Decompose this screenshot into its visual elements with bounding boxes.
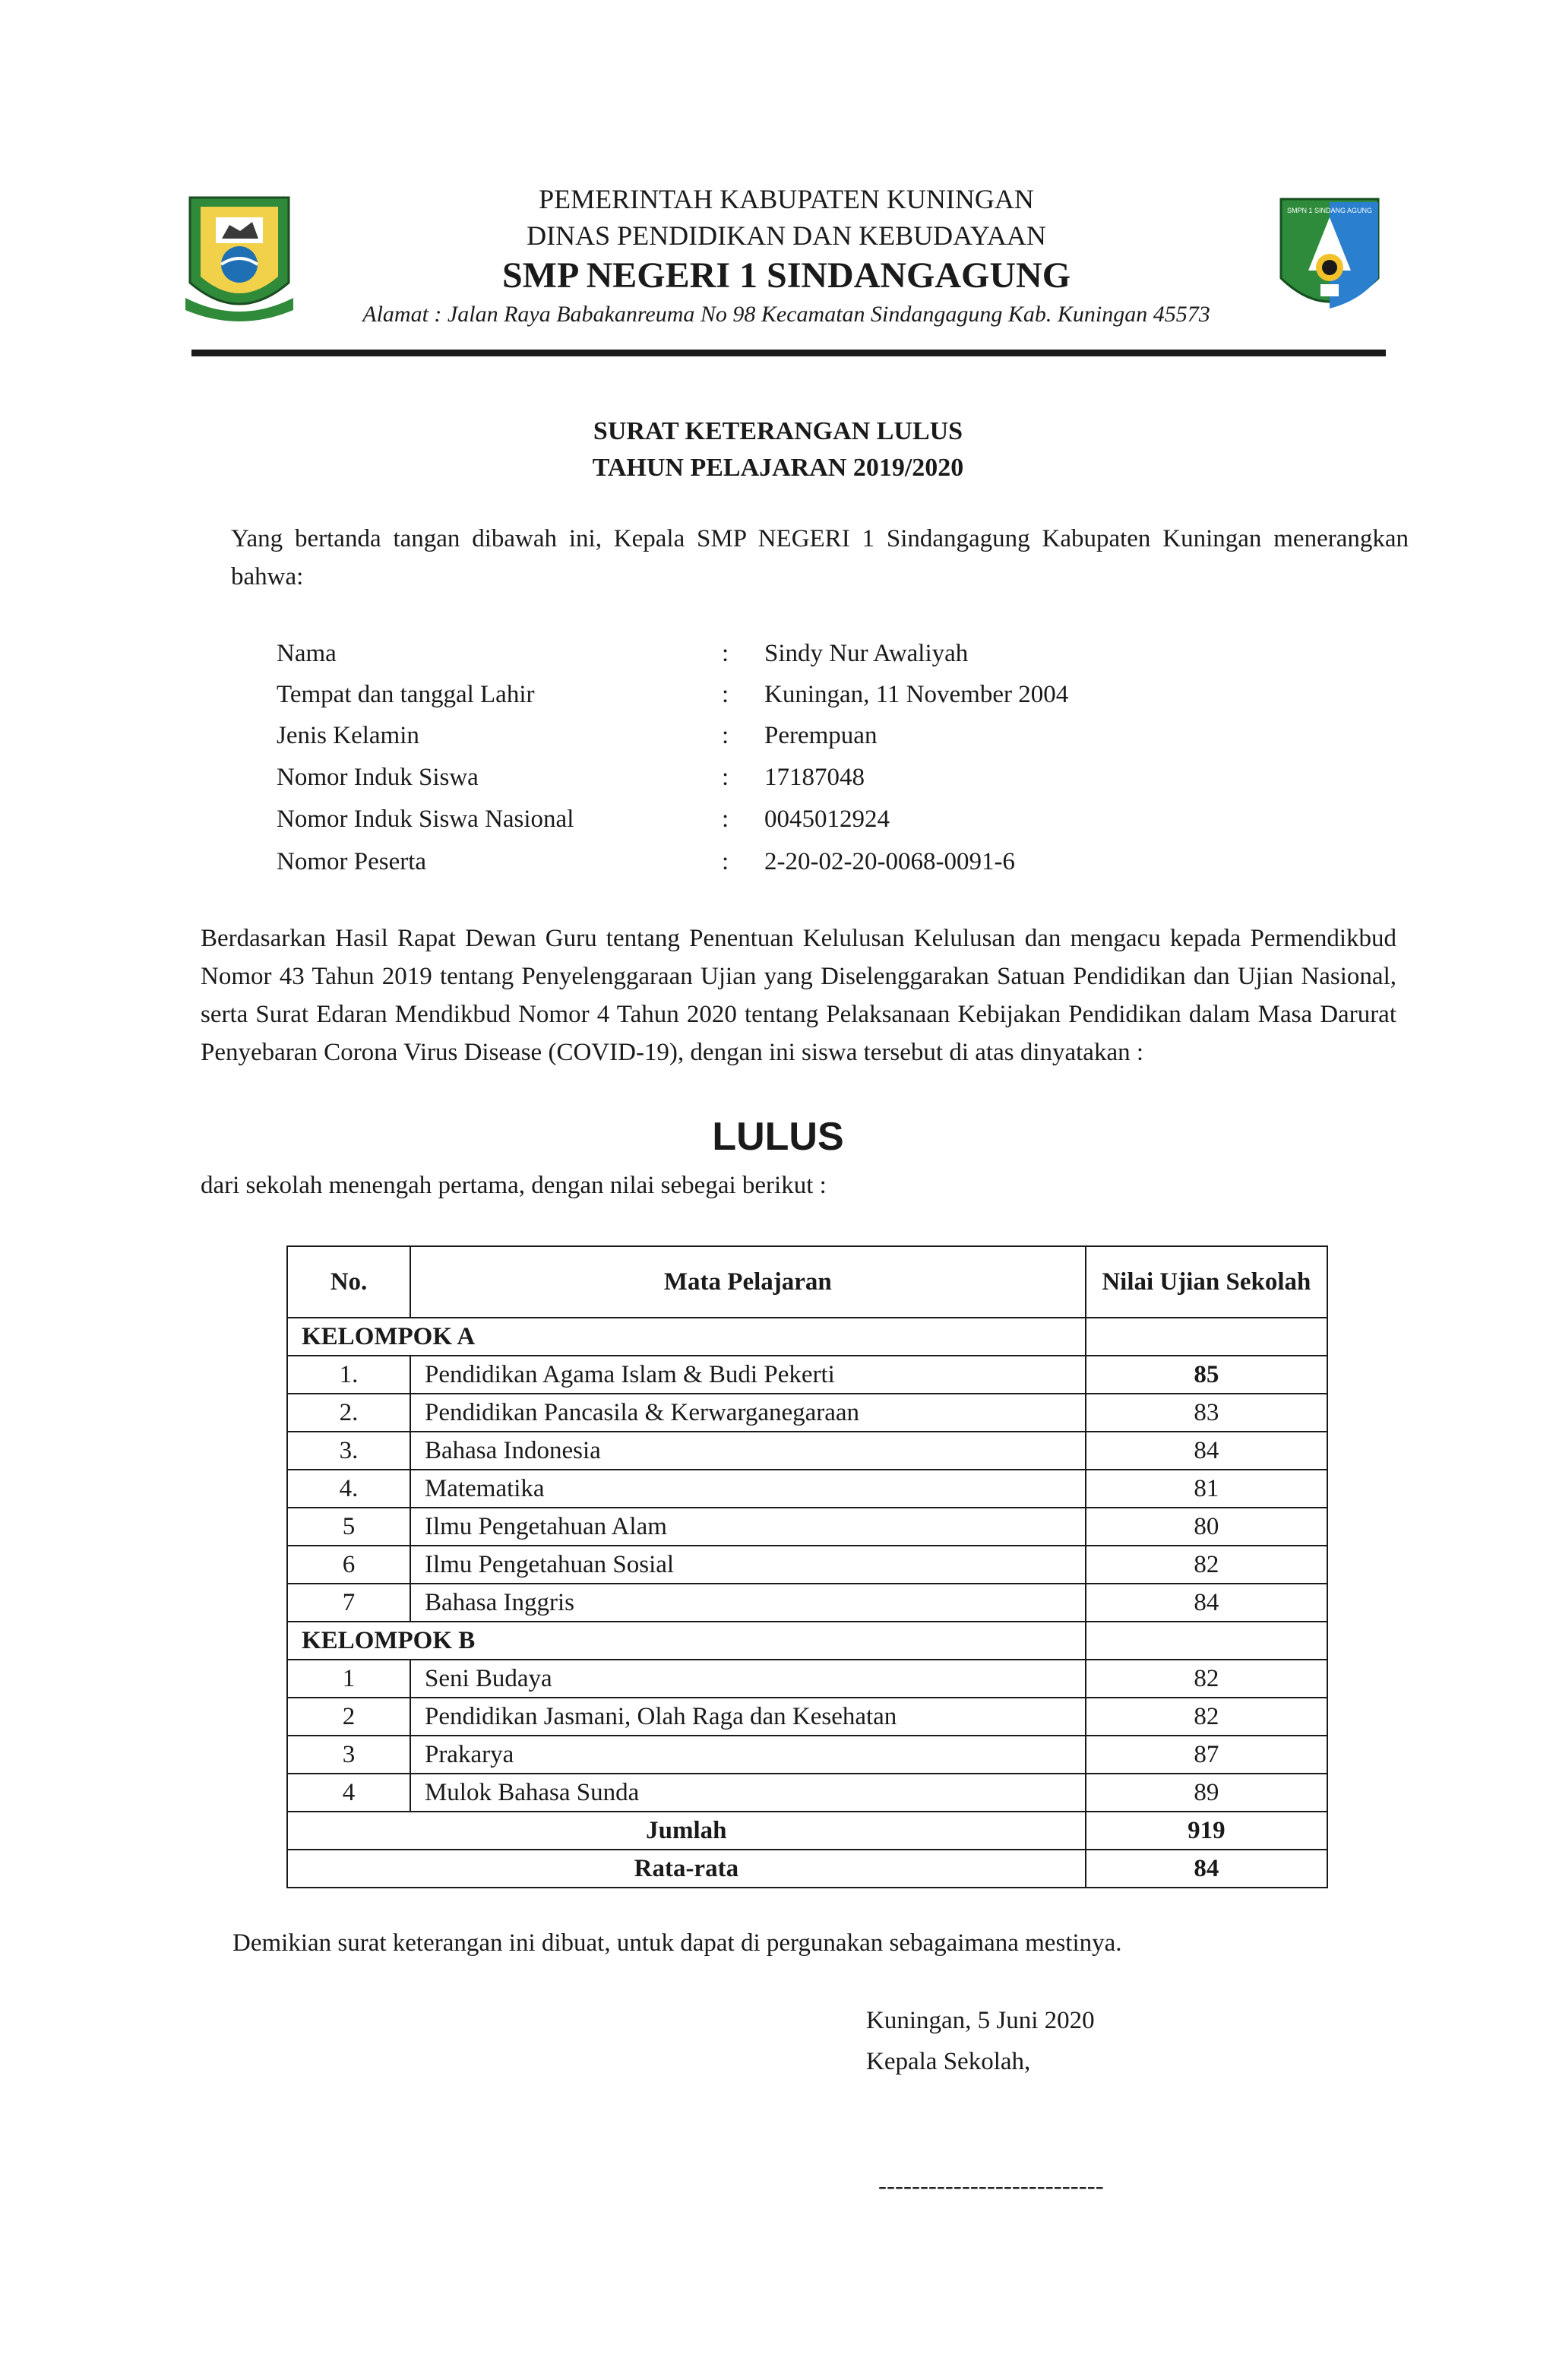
row-score: 80 bbox=[1086, 1508, 1327, 1546]
row-score: 85 bbox=[1086, 1356, 1327, 1394]
row-no: 5 bbox=[287, 1508, 410, 1546]
table-row bbox=[287, 1584, 1327, 1622]
row-no: 2. bbox=[287, 1394, 410, 1432]
info-value: 17187048 bbox=[764, 764, 865, 791]
grades-table bbox=[286, 1245, 1328, 1888]
average-label: Rata-rata bbox=[287, 1850, 1086, 1888]
row-no: 3. bbox=[287, 1432, 410, 1470]
document-title: SURAT KETERANGAN LULUS bbox=[593, 417, 963, 445]
header-subject: Mata Pelajaran bbox=[410, 1246, 1086, 1318]
table-row bbox=[287, 1508, 1327, 1546]
row-no: 2 bbox=[287, 1698, 410, 1736]
group-row bbox=[287, 1622, 1327, 1660]
row-subject: Bahasa Indonesia bbox=[410, 1432, 1086, 1470]
info-label: Nama bbox=[277, 640, 337, 667]
school-emblem-logo bbox=[1276, 195, 1383, 325]
info-row-nis bbox=[277, 756, 1264, 799]
total-row bbox=[287, 1812, 1327, 1850]
row-subject: Pendidikan Pancasila & Kerwarganegaraan bbox=[410, 1394, 1086, 1432]
row-score: 82 bbox=[1086, 1660, 1327, 1698]
info-colon: : bbox=[722, 848, 729, 875]
table-row bbox=[287, 1394, 1327, 1432]
group-row bbox=[287, 1318, 1327, 1356]
info-value: Kuningan, 11 November 2004 bbox=[764, 681, 1069, 708]
table-row bbox=[287, 1546, 1327, 1584]
table-row bbox=[287, 1774, 1327, 1812]
basis-paragraph: Berdasarkan Hasil Rapat Dewan Guru tentang Penentuan Kelulusan Kelulusan dan mengacu kepada Permendikbud Nomor 43 Tahun 2019 tentang Penyelenggaraan Ujian yang Diselenggarakan Satuan Pendidikan dan Ujian Nasional, serta Surat Edaran Mendikbud Nomor 4 Tahun 2020 tentang Pelaksanaan Kebijakan Pendidikan dalam Masa Darurat Penyebaran Corona Virus Disease (COVID-19), dengan ini siswa tersebut di atas dinyatakan : bbox=[201, 925, 1396, 1066]
row-subject: Prakarya bbox=[410, 1736, 1086, 1774]
info-value: Sindy Nur Awaliyah bbox=[764, 640, 969, 667]
info-label: Nomor Peserta bbox=[277, 848, 427, 875]
table-row bbox=[287, 1356, 1327, 1394]
emblem-text: SMPN 1 SINDANG AGUNG bbox=[1287, 207, 1373, 214]
info-colon: : bbox=[722, 722, 729, 749]
signature-place-date: Kuningan, 5 Juni 2020 bbox=[866, 2007, 1095, 2034]
row-score: 89 bbox=[1086, 1774, 1327, 1812]
row-subject: Ilmu Pengetahuan Sosial bbox=[410, 1546, 1086, 1584]
group-empty-cell bbox=[1086, 1318, 1327, 1356]
average-row bbox=[287, 1850, 1327, 1888]
header-no: No. bbox=[287, 1246, 410, 1318]
info-label: Tempat dan tanggal Lahir bbox=[277, 681, 535, 708]
closing-statement: Demikian surat keterangan ini dibuat, untuk dapat di pergunakan sebagaimana mestinya. bbox=[232, 1929, 1122, 1957]
row-no: 1. bbox=[287, 1356, 410, 1394]
info-row-participant bbox=[277, 840, 1264, 883]
signature-line: --------------------------- bbox=[878, 2173, 1104, 2200]
info-label: Nomor Induk Siswa bbox=[277, 764, 479, 791]
row-score: 82 bbox=[1086, 1698, 1327, 1736]
intro-paragraph: Yang bertanda tangan dibawah ini, Kepala SMP NEGERI 1 Sindangagung Kabupaten Kuningan menerangkan bahwa: bbox=[231, 525, 1409, 590]
regency-crest-logo bbox=[182, 191, 296, 325]
average-value: 84 bbox=[1086, 1850, 1327, 1888]
info-row-name bbox=[277, 632, 1264, 675]
group-label: KELOMPOK B bbox=[287, 1622, 1086, 1660]
row-score: 84 bbox=[1086, 1584, 1327, 1622]
info-row-nisn bbox=[277, 798, 1264, 840]
row-score: 84 bbox=[1086, 1432, 1327, 1470]
table-row bbox=[287, 1736, 1327, 1774]
total-value: 919 bbox=[1086, 1812, 1327, 1850]
info-colon: : bbox=[722, 681, 729, 708]
info-label: Jenis Kelamin bbox=[277, 722, 419, 749]
row-no: 6 bbox=[287, 1546, 410, 1584]
row-no: 7 bbox=[287, 1584, 410, 1622]
row-subject: Mulok Bahasa Sunda bbox=[410, 1774, 1086, 1812]
graduation-status: LULUS bbox=[712, 1115, 844, 1159]
info-value: Perempuan bbox=[764, 722, 878, 749]
row-subject: Pendidikan Agama Islam & Budi Pekerti bbox=[410, 1356, 1086, 1394]
row-subject: Pendidikan Jasmani, Olah Raga dan Kesehatan bbox=[410, 1698, 1086, 1736]
row-no: 1 bbox=[287, 1660, 410, 1698]
info-label: Nomor Induk Siswa Nasional bbox=[277, 805, 574, 833]
header-divider bbox=[191, 350, 1386, 356]
info-row-birth bbox=[277, 673, 1264, 716]
school-address: Alamat : Jalan Raya Babakanreuma No 98 Kecamatan Sindangagung Kab. Kuningan 45573 bbox=[362, 302, 1210, 327]
row-subject: Seni Budaya bbox=[410, 1660, 1086, 1698]
info-colon: : bbox=[722, 640, 729, 667]
row-no: 3 bbox=[287, 1736, 410, 1774]
table-header-row bbox=[287, 1246, 1327, 1318]
row-subject: Ilmu Pengetahuan Alam bbox=[410, 1508, 1086, 1546]
row-score: 82 bbox=[1086, 1546, 1327, 1584]
header-score: Nilai Ujian Sekolah bbox=[1086, 1246, 1327, 1318]
row-score: 81 bbox=[1086, 1470, 1327, 1508]
table-row bbox=[287, 1660, 1327, 1698]
row-score: 83 bbox=[1086, 1394, 1327, 1432]
group-label: KELOMPOK A bbox=[287, 1318, 1086, 1356]
group-empty-cell bbox=[1086, 1622, 1327, 1660]
row-score: 87 bbox=[1086, 1736, 1327, 1774]
info-colon: : bbox=[722, 805, 729, 833]
info-colon: : bbox=[722, 764, 729, 791]
header-line-1: PEMERINTAH KABUPATEN KUNINGAN bbox=[539, 184, 1034, 214]
info-value: 2-20-02-20-0068-0091-6 bbox=[764, 848, 1015, 875]
signature-role: Kepala Sekolah, bbox=[866, 2048, 1031, 2075]
result-caption: dari sekolah menengah pertama, dengan nilai sebegai berikut : bbox=[201, 1172, 827, 1199]
header-line-2: DINAS PENDIDIKAN DAN KEBUDAYAAN bbox=[527, 220, 1046, 251]
table-row bbox=[287, 1698, 1327, 1736]
row-subject: Bahasa Inggris bbox=[410, 1584, 1086, 1622]
document-subtitle: TAHUN PELAJARAN 2019/2020 bbox=[592, 454, 964, 482]
info-value: 0045012924 bbox=[764, 805, 890, 833]
info-row-gender bbox=[277, 714, 1264, 757]
table-row bbox=[287, 1470, 1327, 1508]
total-label: Jumlah bbox=[287, 1812, 1086, 1850]
school-name: SMP NEGERI 1 SINDANGAGUNG bbox=[501, 255, 1071, 296]
table-row bbox=[287, 1432, 1327, 1470]
row-no: 4. bbox=[287, 1470, 410, 1508]
row-subject: Matematika bbox=[410, 1470, 1086, 1508]
row-no: 4 bbox=[287, 1774, 410, 1812]
